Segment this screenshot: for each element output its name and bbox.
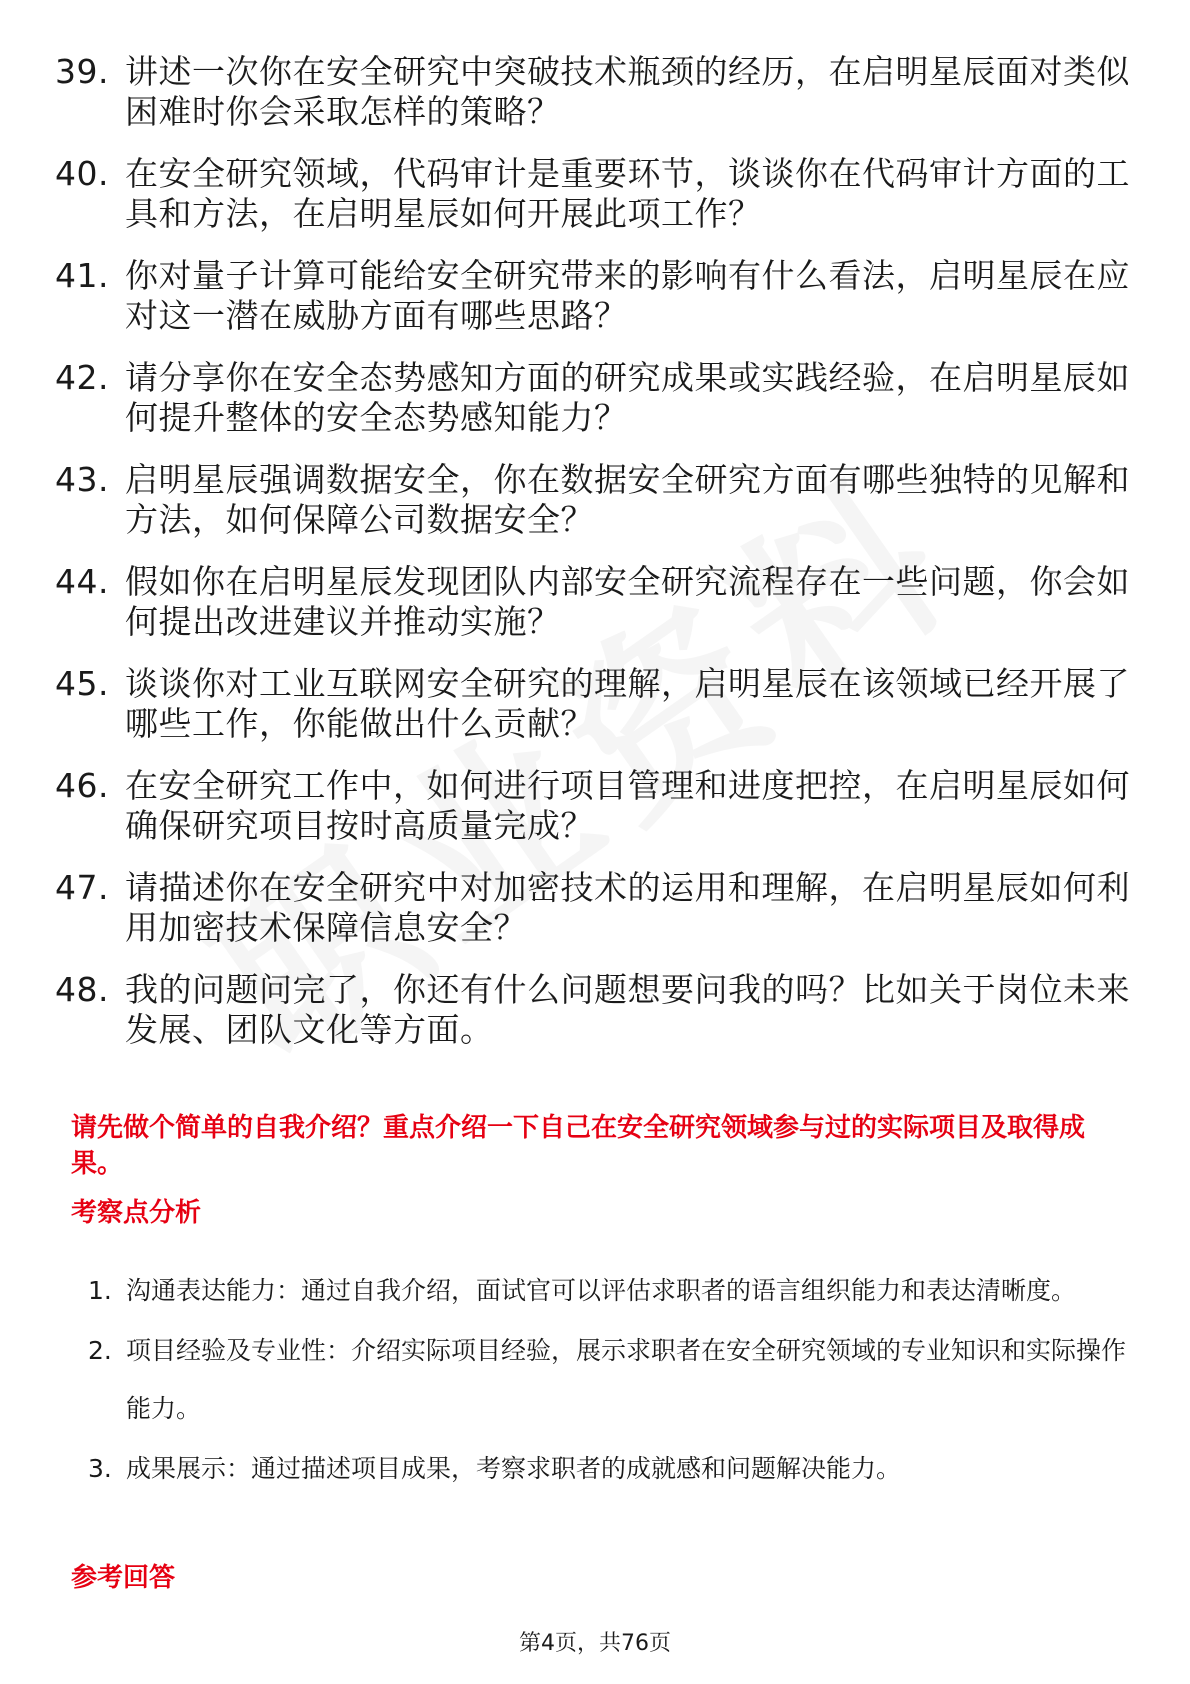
analysis-item — [71, 1440, 1131, 1498]
analysis-text: 项目经验及专业性：介绍实际项目经验，展示求职者在安全研究领域的专业知识和实际操作能力。 — [126, 1336, 1127, 1423]
question-number: 44. — [55, 562, 109, 601]
answer-title: 参考回答 — [71, 1563, 176, 1593]
question-item — [55, 868, 1135, 948]
question-text: 我的问题问完了，你还有什么问题想要问我的吗？比如关于岗位未来发展、团队文化等方面。 — [125, 970, 1130, 1049]
question-item — [55, 460, 1135, 540]
question-number: 43. — [55, 460, 109, 499]
question-number: 45. — [55, 664, 109, 703]
analysis-number: 2. — [88, 1336, 112, 1365]
analysis-item — [71, 1262, 1131, 1320]
question-item — [55, 766, 1135, 846]
question-item — [55, 664, 1135, 744]
question-number: 48. — [55, 970, 109, 1009]
analysis-title: 考察点分析 — [71, 1198, 202, 1228]
question-text: 在安全研究工作中，如何进行项目管理和进度把控，在启明星辰如何确保研究项目按时高质量完成？ — [125, 766, 1130, 845]
question-item — [55, 154, 1135, 234]
question-number: 41. — [55, 256, 109, 295]
analysis-number: 1. — [88, 1276, 112, 1305]
page-footer: 第4页，共76页 — [519, 1631, 671, 1656]
question-text: 你对量子计算可能给安全研究带来的影响有什么看法，启明星辰在应对这一潜在威胁方面有哪些思路？ — [125, 256, 1130, 335]
analysis-text: 沟通表达能力：通过自我介绍，面试官可以评估求职者的语言组织能力和表达清晰度。 — [126, 1276, 1077, 1305]
question-text: 请分享你在安全态势感知方面的研究成果或实践经验，在启明星辰如何提升整体的安全态势感知能力？ — [125, 358, 1130, 437]
analysis-number: 3. — [88, 1454, 112, 1483]
question-text: 在安全研究领域，代码审计是重要环节，谈谈你在代码审计方面的工具和方法，在启明星辰如何开展此项工作？ — [125, 154, 1130, 233]
question-text: 请描述你在安全研究中对加密技术的运用和理解，在启明星辰如何利用加密技术保障信息安全？ — [125, 868, 1130, 947]
question-item — [55, 256, 1135, 336]
question-number: 40. — [55, 154, 109, 193]
question-number: 39. — [55, 52, 109, 91]
question-item — [55, 358, 1135, 438]
question-number: 42. — [55, 358, 109, 397]
question-number: 46. — [55, 766, 109, 805]
analysis-list — [71, 1262, 1131, 1500]
question-number: 47. — [55, 868, 109, 907]
question-item — [55, 562, 1135, 642]
question-text: 启明星辰强调数据安全，你在数据安全研究方面有哪些独特的见解和方法，如何保障公司数据安全？ — [125, 460, 1130, 539]
question-item — [55, 970, 1135, 1050]
question-text: 假如你在启明星辰发现团队内部安全研究流程存在一些问题，你会如何提出改进建议并推动实施？ — [125, 562, 1130, 641]
analysis-item — [71, 1322, 1131, 1438]
highlight-question: 请先做个简单的自我介绍？重点介绍一下自己在安全研究领域参与过的实际项目及取得成果。 — [71, 1113, 1086, 1179]
question-list — [55, 52, 1135, 1072]
question-item — [55, 52, 1135, 132]
question-text: 谈谈你对工业互联网安全研究的理解，启明星辰在该领域已经开展了哪些工作，你能做出什么贡献？ — [125, 664, 1130, 743]
question-text: 讲述一次你在安全研究中突破技术瓶颈的经历，在启明星辰面对类似困难时你会采取怎样的策略？ — [125, 52, 1130, 131]
analysis-text: 成果展示：通过描述项目成果，考察求职者的成就感和问题解决能力。 — [126, 1454, 902, 1483]
